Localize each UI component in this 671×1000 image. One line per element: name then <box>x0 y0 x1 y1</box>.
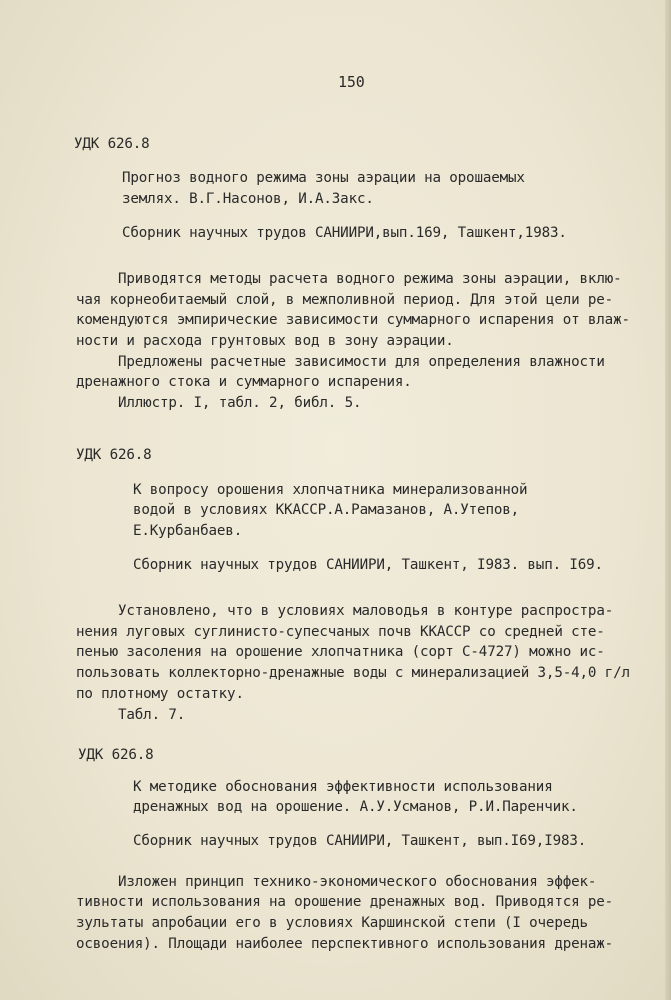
abstract-line: освоения). Площади наиболее перспективного использования дренаж- <box>76 936 614 952</box>
abstract-line: комендуются эмпирические зависимости суммарного испарения от влаж- <box>76 312 630 328</box>
abstract-line: Табл. 7. <box>118 707 186 723</box>
entry-title-line: дренажных вод на орошение. А.У.Усманов, Р.И.Паренчик. <box>133 799 578 815</box>
abstract-line: нения луговых суглинисто-супесчаных почв ККАССР со средней сте- <box>76 624 605 640</box>
abstract-line: чая корнеобитаемый слой, в межполивной период. Для этой цели ре- <box>76 292 614 308</box>
abstract-line: Предложены расчетные зависимости для определения влажности <box>118 354 605 370</box>
entry-source: Сборник научных трудов САНИИРИ, Ташкент, I983. вып. I69. <box>133 557 603 573</box>
entry-title-line: водой в условиях ККАССР.А.Рамазанов, А.Утепов, <box>133 502 520 518</box>
entry-source: Сборник научных трудов САНИИРИ,вып.169, Ташкент,1983. <box>122 225 567 241</box>
abstract-line: ности и расхода грунтовых вод в зону аэрации. <box>76 333 454 349</box>
abstract-line: пенью засоления на орошение хлопчатника (сорт С-4727) можно ис- <box>76 644 605 660</box>
udc-code: УДК 626.8 <box>78 747 154 763</box>
abstract-line: пользовать коллекторно-дренажные воды с минерализацией 3,5-4,0 г/л <box>76 665 630 681</box>
abstract-line: зультаты апробации его в условиях Каршинской степи (I очередь <box>76 915 588 931</box>
entry-title-line: землях. В.Г.Насонов, И.А.Закс. <box>122 191 374 207</box>
entry-source: Сборник научных трудов САНИИРИ, Ташкент, вып.I69,I983. <box>133 833 587 849</box>
entry-title-line: Прогноз водного режима зоны аэрации на орошаемых <box>122 170 525 186</box>
entry-title-line: Е.Курбанбаев. <box>133 523 243 539</box>
entry-title-line: К вопросу орошения хлопчатника минерализованной <box>133 482 528 498</box>
udc-code: УДК 626.8 <box>76 447 152 463</box>
abstract-line: Иллюстр. I, табл. 2, библ. 5. <box>118 395 362 411</box>
abstract-line: Установлено, что в условиях маловодья в контуре распростра- <box>118 603 614 619</box>
abstract-line: по плотному остатку. <box>76 686 244 702</box>
abstract-line: Приводятся методы расчета водного режима зоны аэрации, вклю- <box>118 271 622 287</box>
abstract-line: тивности использования на орошение дренажных вод. Приводятся ре- <box>76 894 614 910</box>
page-edge <box>665 0 671 1000</box>
abstract-line: дренажного стока и суммарного испарения. <box>76 374 412 390</box>
entry-title-line: К методике обоснования эффективности использования <box>133 779 553 795</box>
page-number: 150 <box>338 73 365 91</box>
udc-code: УДК 626.8 <box>74 136 150 152</box>
abstract-line: Изложен принцип технико-экономического обоснования эффек- <box>118 874 597 890</box>
